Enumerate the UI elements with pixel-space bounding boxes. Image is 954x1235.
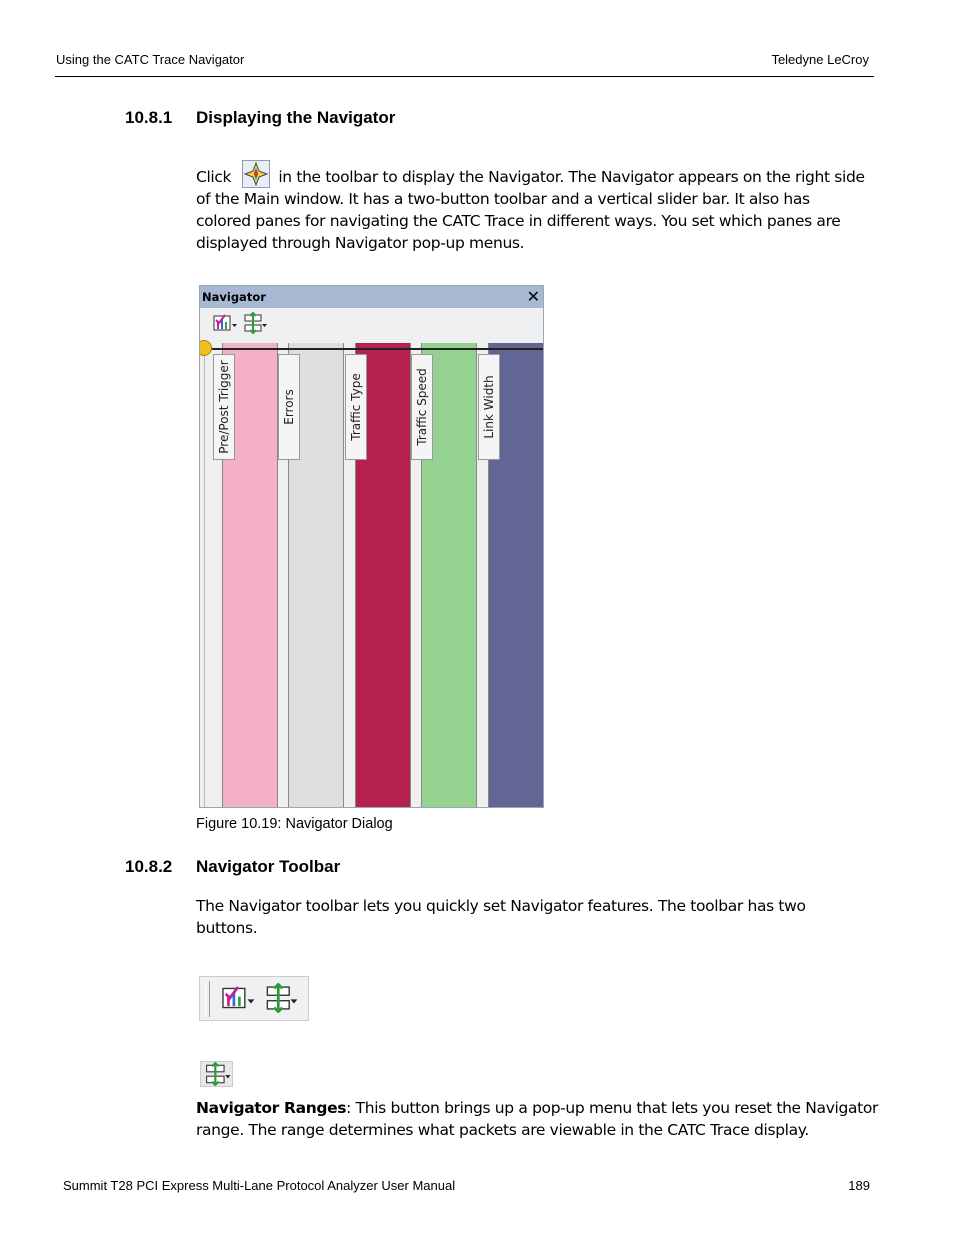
navigator-toolbar [200,308,543,344]
navigator-ranges-icon [202,1062,233,1086]
slider-track[interactable] [200,343,205,807]
navigator-ranges-icon [242,312,268,334]
section2-paragraph: The Navigator toolbar lets you quickly set Navigator features. The toolbar has two buttons. [196,897,806,937]
navigator-dialog [199,285,544,808]
pane-tab-errors[interactable]: Errors [278,354,300,460]
pane-settings-icon [220,983,256,1013]
ranges-paragraph: Navigator Ranges: This button brings up a pop-up menu that lets you reset the Navigator range. The range determines what packets are viewable in the CATC Trace display. [196,1099,878,1139]
pane-settings-button[interactable] [220,983,256,1013]
section1-paragraph: Click in the toolbar to display the Navigator. The Navigator appears on the right side of the Main window. It has a two-button toolbar and a vertical slider bar. It also has colored panes for navigating the CATC Trace in different ways. You set which panes are displayed through Navigator pop-up menus. [196,160,886,254]
section-number: 10.8.2 [125,857,173,876]
navigator-ranges-button[interactable] [263,983,299,1013]
close-icon[interactable]: ✕ [526,289,540,306]
pane-tab-traffic-speed[interactable]: Traffic Speed [411,354,433,460]
navigator-ranges-icon [263,983,299,1013]
running-header-left: Using the CATC Trace Navigator [56,52,245,67]
term-navigator-ranges: Navigator Ranges [196,1099,347,1117]
section-title: Displaying the Navigator [196,108,396,127]
slider-bar[interactable] [200,348,543,350]
pane-settings-button[interactable] [212,312,238,334]
page-number: 189 [848,1178,870,1193]
navigator-title-bar [200,286,543,308]
navigator-toolbar-image [199,976,309,1021]
section-title: Navigator Toolbar [196,857,341,876]
footer-title: Summit T28 PCI Express Multi-Lane Protocol Analyzer User Manual [63,1178,456,1193]
slider-handle[interactable] [199,340,212,356]
section-heading-displaying [125,108,725,130]
header-rule [55,76,874,77]
navigator-toolbar-icon [242,160,270,188]
pane-tab-pre-post-trigger[interactable]: Pre/Post Trigger [213,354,235,460]
navigator-title: Navigator [202,290,266,304]
navigator-ranges-icon-image [200,1061,233,1087]
toolbar-grip [205,981,210,1017]
pane-tab-link-width[interactable]: Link Width [478,354,500,460]
section-heading-toolbar [125,857,725,879]
navigator-ranges-button[interactable] [242,312,268,334]
running-header-right: Teledyne LeCroy [771,52,869,67]
section-number: 10.8.1 [125,108,173,127]
figure-caption: Figure 10.19: Navigator Dialog [196,816,393,832]
pane-tab-traffic-type[interactable]: Traffic Type [345,354,367,460]
pane-settings-icon [212,312,238,334]
